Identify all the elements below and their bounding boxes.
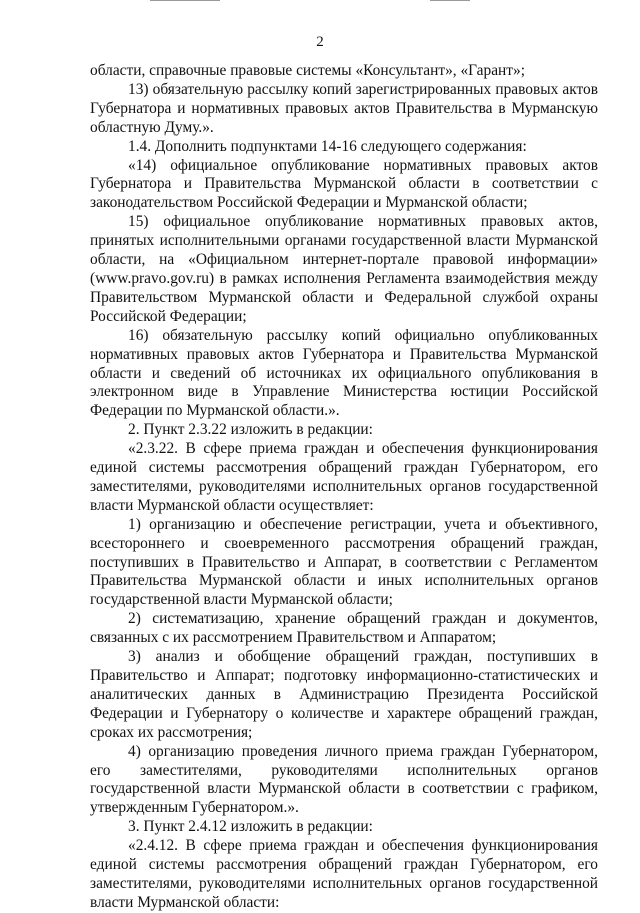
- paragraph: области, справочные правовые системы «Консультант», «Гарант»;: [90, 62, 525, 79]
- paragraph: 4) организацию проведения личного приема граждан Губернатором, его заместителями, руководителями исполнительных органов государственной власти Мурманской области в соответствии с графиком, утвержденным Губернатором.».: [90, 742, 598, 817]
- paragraph: 15) официальное опубликование нормативных правовых актов, принятых исполнительными органами государственной власти Мурманской области, на «Официальном интернет-портале правовой информации» (www.pravo.gov.ru) в рамках исполнения Регламента взаимодействия между Правительством Мурманской области и Федеральной службой охраны Российской Федерации;: [90, 213, 598, 325]
- paragraph: «14) официальное опубликование нормативных правовых актов Губернатора и Правительства Мурманской области в соответствии с законодательством Российской Федерации и Мурманской области;: [90, 156, 598, 212]
- document-body: [90, 62, 598, 913]
- paragraph: 13) обязательную рассылку копий зарегистрированных правовых актов Губернатора и нормативных правовых актов Правительства в Мурманскую областную Думу.».: [90, 80, 598, 136]
- scan-edge-line: [430, 0, 470, 1]
- scan-edge-line: [150, 0, 220, 1]
- paragraph: 2. Пункт 2.3.22 изложить в редакции:: [128, 421, 373, 439]
- paragraph: «2.3.22. В сфере приема граждан и обеспечения функционирования единой системы рассмотрения обращений граждан Губернатором, его заместителями, руководителями исполнительных органов государственной власти Мурманской области осуществляет:: [90, 440, 598, 514]
- paragraph: 1.4. Дополнить подпунктами 14-16 следующего содержания:: [128, 137, 527, 155]
- paragraph: 3. Пункт 2.4.12 изложить в редакции:: [128, 818, 373, 836]
- paragraph: 16) обязательную рассылку копий официально опубликованных нормативных правовых актов Губернатора и Правительства Мурманской области и сведений об источниках их официального опубликования в электронном виде в Управление Министерства юстиции Российской Федерации по Мурманской области.».: [90, 326, 598, 420]
- paragraph: 2) систематизацию, хранение обращений граждан и документов, связанных с их рассмотрением Правительством и Аппаратом;: [90, 610, 598, 647]
- paragraph: 3) анализ и обобщение обращений граждан, поступивших в Правительство и Аппарат; подготовку информационно-статистических и аналитических данных в Администрацию Президента Российской Федерации и Губернатору о количестве и характере обращений граждан, сроках их рассмотрения;: [90, 648, 598, 741]
- paragraph: 1) организацию и обеспечение регистрации, учета и объективного, всестороннего и своевременного рассмотрения обращений граждан, поступивших в Правительство и Аппарат, в соответствии с Регламентом Правительства Мурманской области и иных исполнительных органов государственной власти Мурманской области;: [90, 515, 598, 609]
- paragraph: «2.4.12. В сфере приема граждан и обеспечения функционирования единой системы рассмотрения обращений граждан Губернатором, его заместителями, руководителями исполнительных органов государственной власти Мурманской области:: [90, 837, 598, 911]
- page-number: 2: [316, 34, 324, 50]
